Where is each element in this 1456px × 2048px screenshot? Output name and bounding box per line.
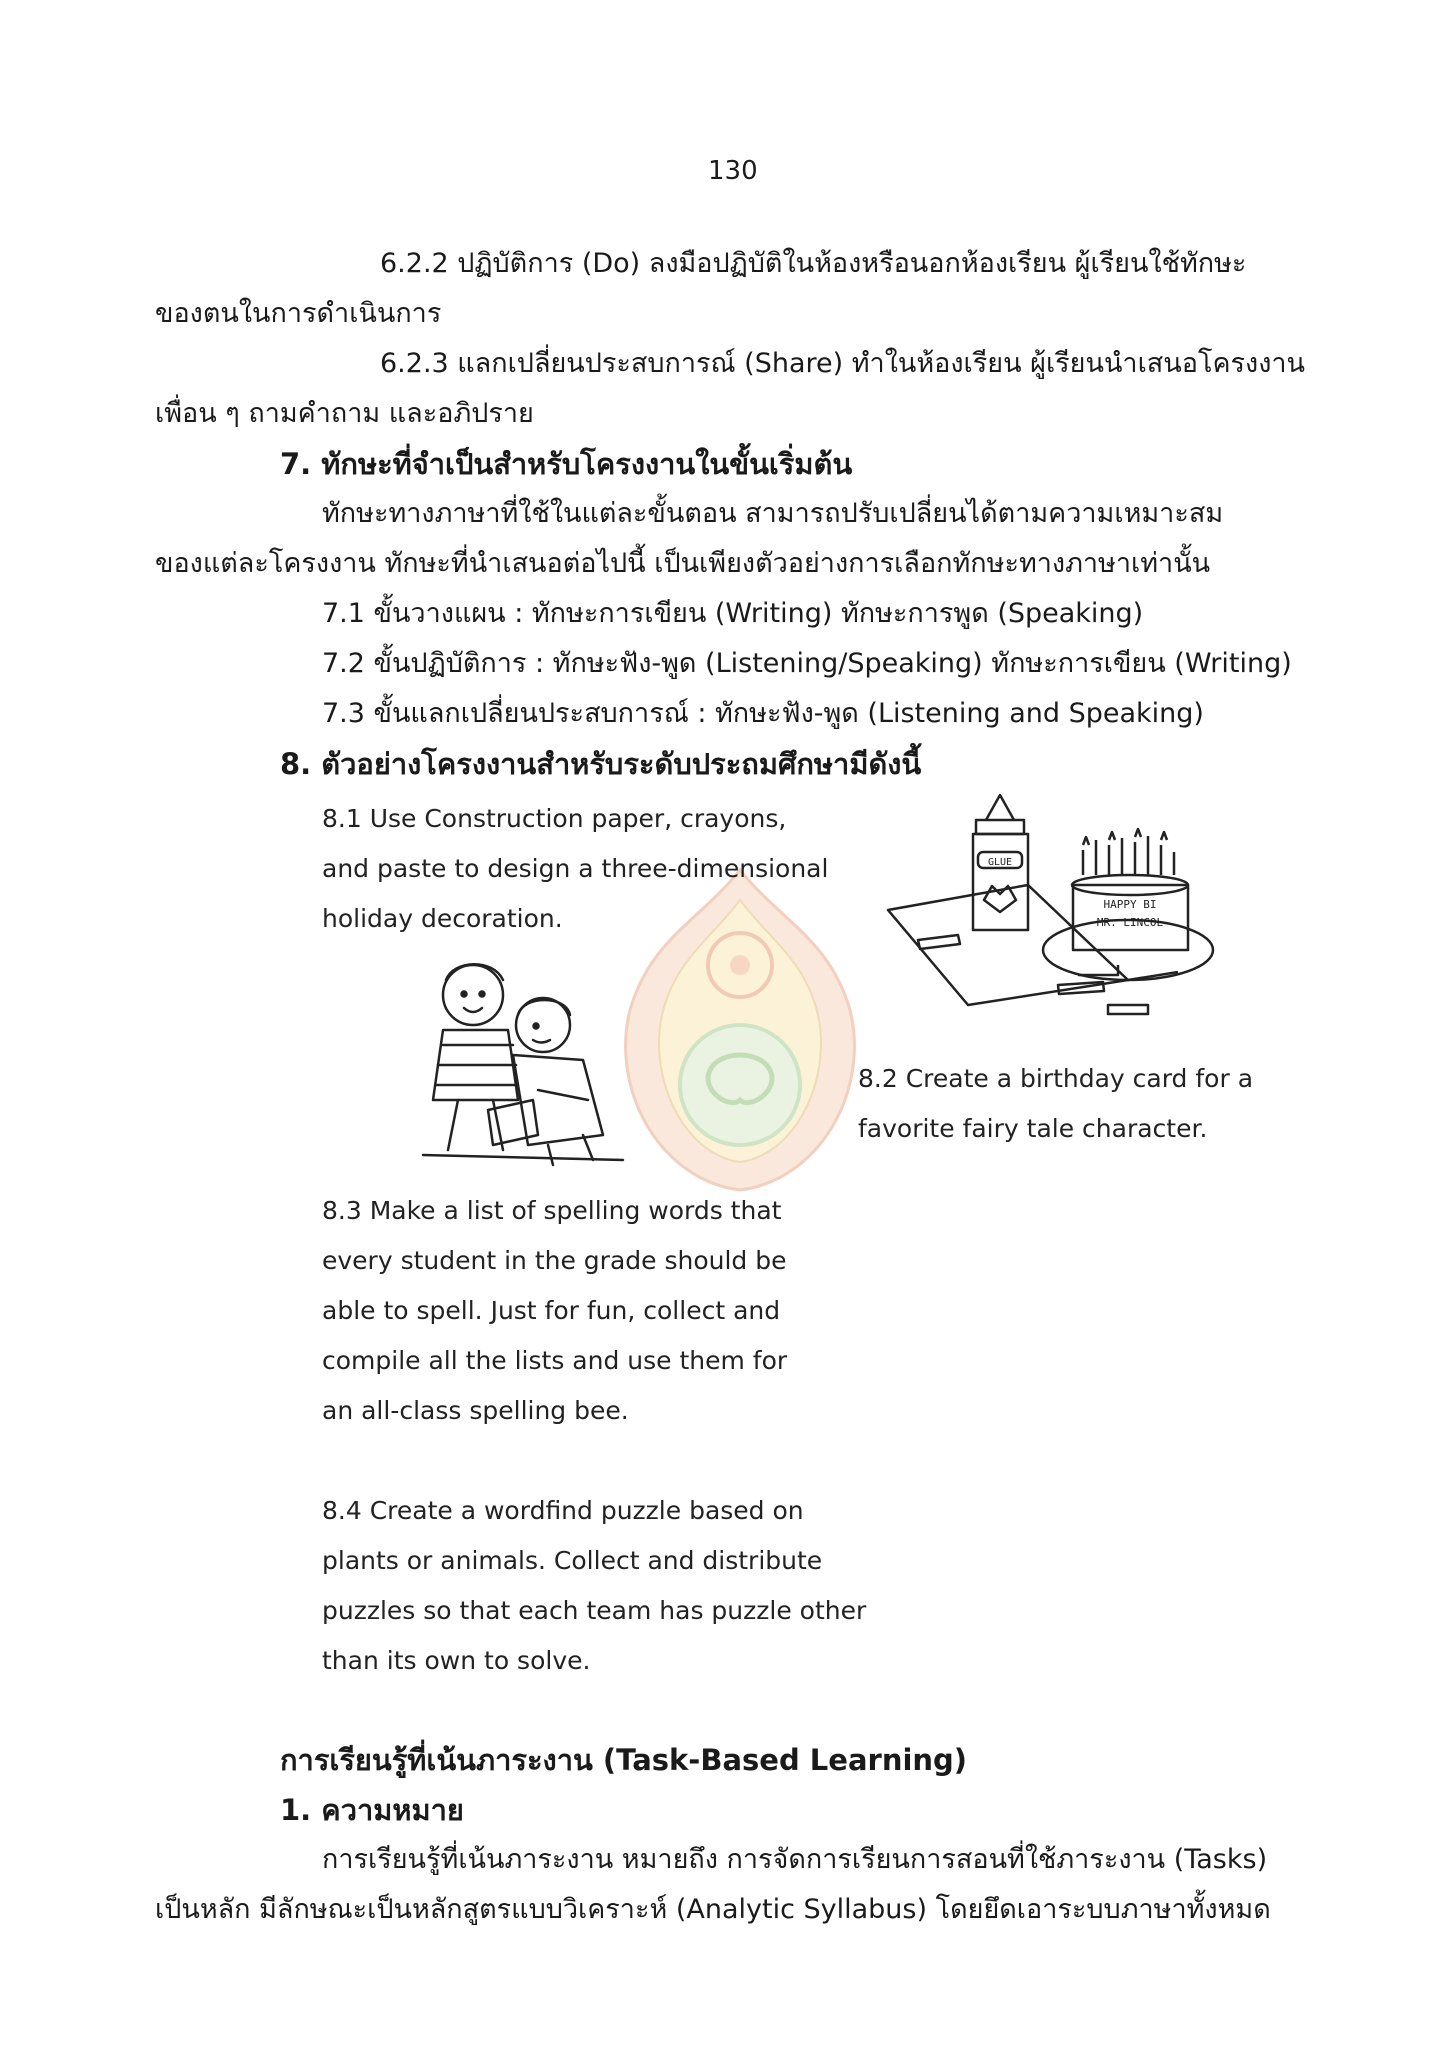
- para-6-2-2-line1: 6.2.2 ปฏิบัติการ (Do) ลงมือปฏิบัติในห้องหรือนอกห้องเรียน ผู้เรียนใช้ทักษะ: [380, 248, 1247, 279]
- item-8-2-line2: favorite fairy tale character.: [858, 1114, 1208, 1143]
- section-7-line1: ทักษะทางภาษาที่ใช้ในแต่ละขั้นตอน สามารถปรับเปลี่ยนได้ตามความเหมาะสม: [322, 498, 1224, 529]
- glue-label: GLUE: [987, 857, 1013, 868]
- item-8-1-line2: and paste to design a three-dimensional: [322, 854, 829, 883]
- item-8-1-line1: 8.1 Use Construction paper, crayons,: [322, 804, 787, 833]
- item-8-3-line5: an all-class spelling bee.: [322, 1396, 629, 1425]
- page-number: 130: [708, 156, 758, 186]
- section-7-line2: ของแต่ละโครงงาน ทักษะที่นำเสนอต่อไปนี้ เป็นเพียงตัวอย่างการเลือกทักษะทางภาษาเท่านั้น: [155, 548, 1211, 579]
- item-8-3-line1: 8.3 Make a list of spelling words that: [322, 1196, 782, 1225]
- item-8-3-line3: able to spell. Just for fun, collect and: [322, 1296, 781, 1325]
- item-8-4-line4: than its own to solve.: [322, 1646, 591, 1675]
- section-7-heading: 7. ทักษะที่จำเป็นสำหรับโครงงานในขั้นเริ่มต้น: [280, 447, 853, 481]
- task-based-line1: การเรียนรู้ที่เน้นภาระงาน หมายถึง การจัดการเรียนการสอนที่ใช้ภาระงาน (Tasks): [322, 1844, 1268, 1875]
- task-based-heading: การเรียนรู้ที่เน้นภาระงาน (Task-Based Learning): [280, 1743, 968, 1777]
- para-6-2-2-line2: ของตนในการดำเนินการ: [155, 298, 442, 329]
- cake-text-line2: MR. LINCOL: [1096, 916, 1164, 929]
- section-7-item-3: 7.3 ขั้นแลกเปลี่ยนประสบการณ์ : ทักษะฟัง-พูด (Listening and Speaking): [322, 698, 1204, 729]
- item-8-4-line3: puzzles so that each team has puzzle other: [322, 1596, 867, 1625]
- para-6-2-3-line2: เพื่อน ๆ ถามคำถาม และอภิปราย: [155, 398, 534, 429]
- item-8-3-line4: compile all the lists and use them for: [322, 1346, 788, 1375]
- item-8-4-line1: 8.4 Create a wordfind puzzle based on: [322, 1496, 804, 1525]
- section-8-heading: 8. ตัวอย่างโครงงานสำหรับระดับประถมศึกษามีดังนี้: [280, 747, 922, 781]
- section-7-item-2: 7.2 ขั้นปฏิบัติการ : ทักษะฟัง-พูด (Listening/Speaking) ทักษะการเขียน (Writing): [322, 648, 1292, 679]
- item-8-4-line2: plants or animals. Collect and distribute: [322, 1546, 823, 1575]
- para-6-2-3-line1: 6.2.3 แลกเปลี่ยนประสบการณ์ (Share) ทำในห้องเรียน ผู้เรียนนำเสนอโครงงาน: [380, 348, 1306, 379]
- item-8-1-line3: holiday decoration.: [322, 904, 563, 933]
- watermark-seal: [590, 860, 890, 1200]
- task-based-line2: เป็นหลัก มีลักษณะเป็นหลักสูตรแบบวิเคราะห์ (Analytic Syllabus) โดยยึดเอาระบบภาษาทั้งหมด: [155, 1894, 1271, 1925]
- task-based-sub-1: 1. ความหมาย: [280, 1793, 464, 1827]
- cake-text-line1: HAPPY BI: [1103, 898, 1157, 911]
- item-8-2-line1: 8.2 Create a birthday card for a: [858, 1064, 1254, 1093]
- kids-illustration: [418, 950, 628, 1170]
- glue-cake-illustration: [878, 790, 1218, 1020]
- item-8-3-line2: every student in the grade should be: [322, 1246, 787, 1275]
- section-7-item-1: 7.1 ขั้นวางแผน : ทักษะการเขียน (Writing) ทักษะการพูด (Speaking): [322, 598, 1144, 629]
